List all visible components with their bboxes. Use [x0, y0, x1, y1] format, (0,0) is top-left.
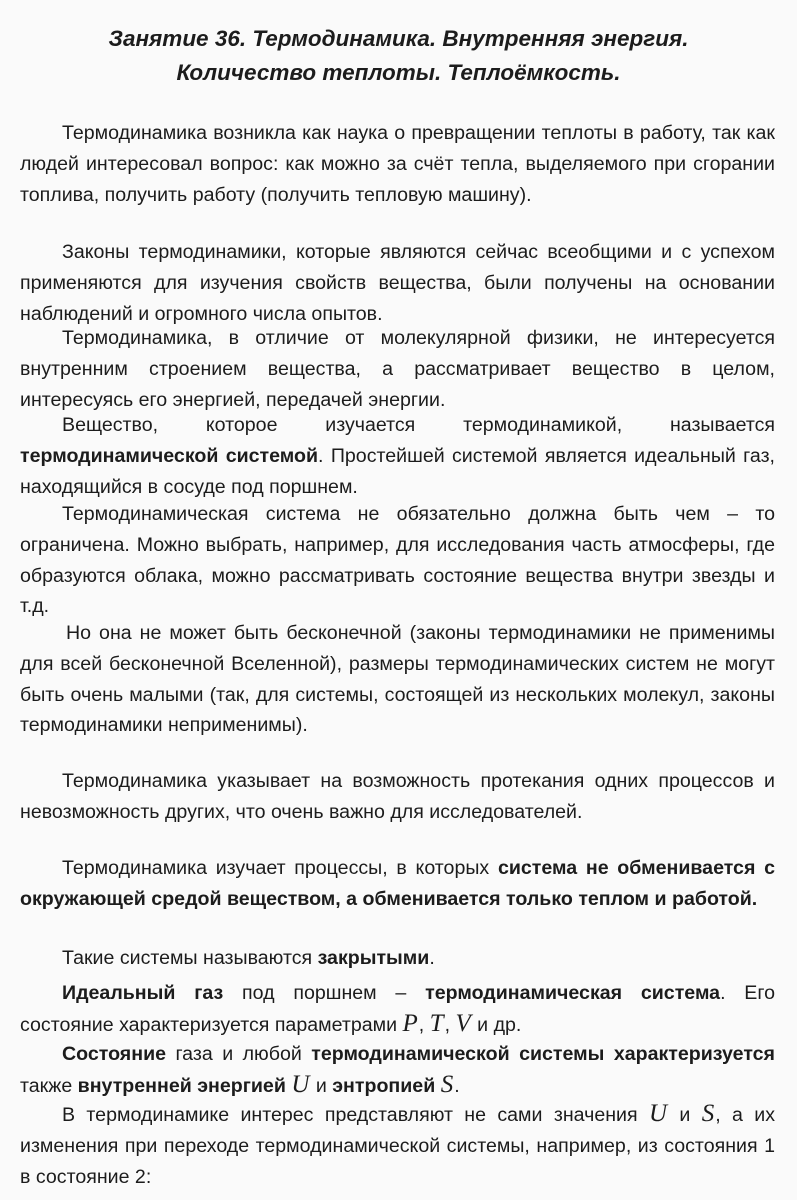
term-closed: закрытыми — [317, 947, 430, 969]
paragraph-2: Законы термодинамики, которые являются сейчас всеобщими и с успехом применяются для изучения свойств вещества, были получены на основании наблюдений и огромного числа опытов. — [20, 241, 775, 325]
symbol-internal-energy: U — [291, 1070, 311, 1098]
paragraph-11: Состояние газа и любой термодинамической системы характеризуется также внутренней энергией U и энтропией S. — [20, 1043, 775, 1098]
paragraph-3: Термодинамика, в отличие от молекулярной физики, не интересуется внутренним строением вещества, а рассматривает вещество в целом, интересуясь его энергией, передачей энергии. — [20, 327, 775, 411]
symbol-volume: V — [455, 1009, 472, 1037]
symbol-entropy: S — [440, 1070, 455, 1098]
paragraph-12: В термодинамике интерес представляют не сами значения U и S, а их изменения при переходе термодинамической системы, например, из состояния 1 в состояние 2: — [20, 1100, 775, 1188]
paragraph-9: Такие системы называются закрытыми. — [62, 947, 435, 969]
paragraph-6: Но она не может быть бесконечной (законы термодинамики не применимы для всей бесконечной Вселенной), размеры термодинамических систем не могут быть очень малыми (так, для системы, состоящей из нескольких молекул, законы термодинамики неприменимы). — [20, 622, 775, 737]
paragraph-1: Термодинамика возникла как наука о превращении теплоты в работу, так как людей интересовал вопрос: как можно за счёт тепла, выделяемого при сгорании топлива, получить работу (получить тепловую машину). — [20, 122, 775, 206]
paragraph-4: Вещество, которое изучается термодинамикой, называется термодинамической системой. Простейшей системой является идеальный газ, находящийся в сосуде под поршнем. — [20, 414, 775, 498]
symbol-temperature: T — [429, 1009, 445, 1037]
paragraph-5: Термодинамическая система не обязательно должна быть чем – то ограничена. Можно выбрать, например, для исследования часть атмосферы, где образуются облака, можно рассматривать состояние вещества внутри звезды и т.д. — [20, 503, 775, 618]
term-thermodynamic-system: термодинамической системой — [20, 444, 319, 467]
symbol-internal-energy: U — [648, 1100, 669, 1127]
lesson-title-line-1: Занятие 36. Термодинамика. Внутренняя энергия. — [108, 26, 689, 51]
lesson-title-line-2: Количество теплоты. Теплоёмкость. — [176, 60, 621, 85]
symbol-entropy: S — [701, 1100, 716, 1127]
paragraph-8: Термодинамика изучает процессы, в которых система не обменивается с окружающей средой веществом, а обменивается только теплом и работой. — [20, 857, 775, 910]
paragraph-10: Идеальный газ под поршнем – термодинамическая система. Его состояние характеризуется параметрами P, T, V и др. — [20, 982, 775, 1037]
symbol-pressure: P — [402, 1009, 419, 1037]
emphasis-exchange: система не обменивается с окружающей средой веществом, а обменивается только теплом и работой. — [20, 857, 775, 910]
paragraph-7: Термодинамика указывает на возможность протекания одних процессов и невозможность других, что очень важно для исследователей. — [20, 770, 775, 823]
